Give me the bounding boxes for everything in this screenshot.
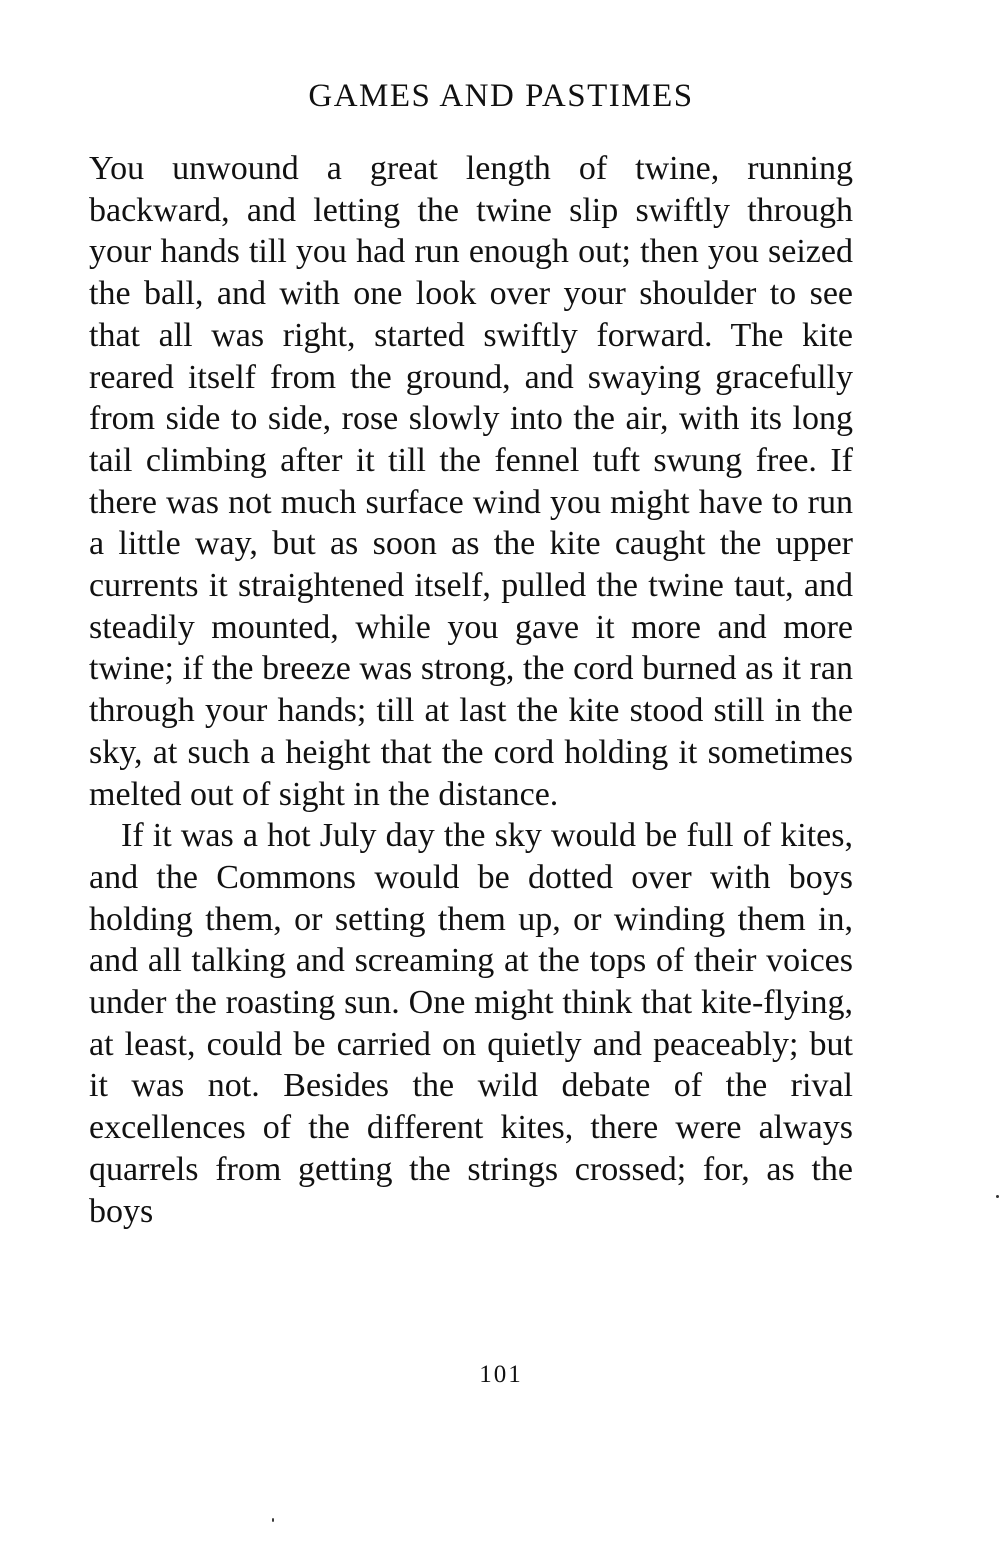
page-number: 101	[479, 1361, 523, 1388]
body-text	[89, 148, 853, 1232]
print-speck	[996, 1195, 999, 1198]
paragraph-2: If it was a hot July day the sky would be full of kites, and the Commons would be dotted over with boys holding them, or setting them up, or winding them in, and all talking and screaming at the tops of their voices under the roasting sun. One might think that kite-flying, at least, could be carried on quietly and peaceably; but it was not. Besides the wild debate of the rival excellences of the different kites, there were always quarrels from getting the strings crossed; for, as the boys	[89, 817, 853, 1230]
paragraph-1: You unwound a great length of twine, running backward, and letting the twine slip swiftly through your hands till you had run enough out; then you seized the ball, and with one look over your shoulder to see that all was right, started swiftly forward. The kite reared itself from the ground, and swaying gracefully from side to side, rose slowly into the air, with its long tail climbing after it till the fennel tuft swung free. If there was not much surface wind you might have to run a little way, but as soon as the kite caught the upper currents it straightened itself, pulled the twine taut, and steadily mounted, while you gave it more and more twine; if the breeze was strong, the cord burned as it ran through your hands; till at last the kite stood still in the sky, at such a height that the cord holding it sometimes melted out of sight in the distance.	[89, 150, 853, 813]
print-speck	[272, 1518, 274, 1522]
running-head: GAMES AND PASTIMES	[308, 78, 694, 114]
